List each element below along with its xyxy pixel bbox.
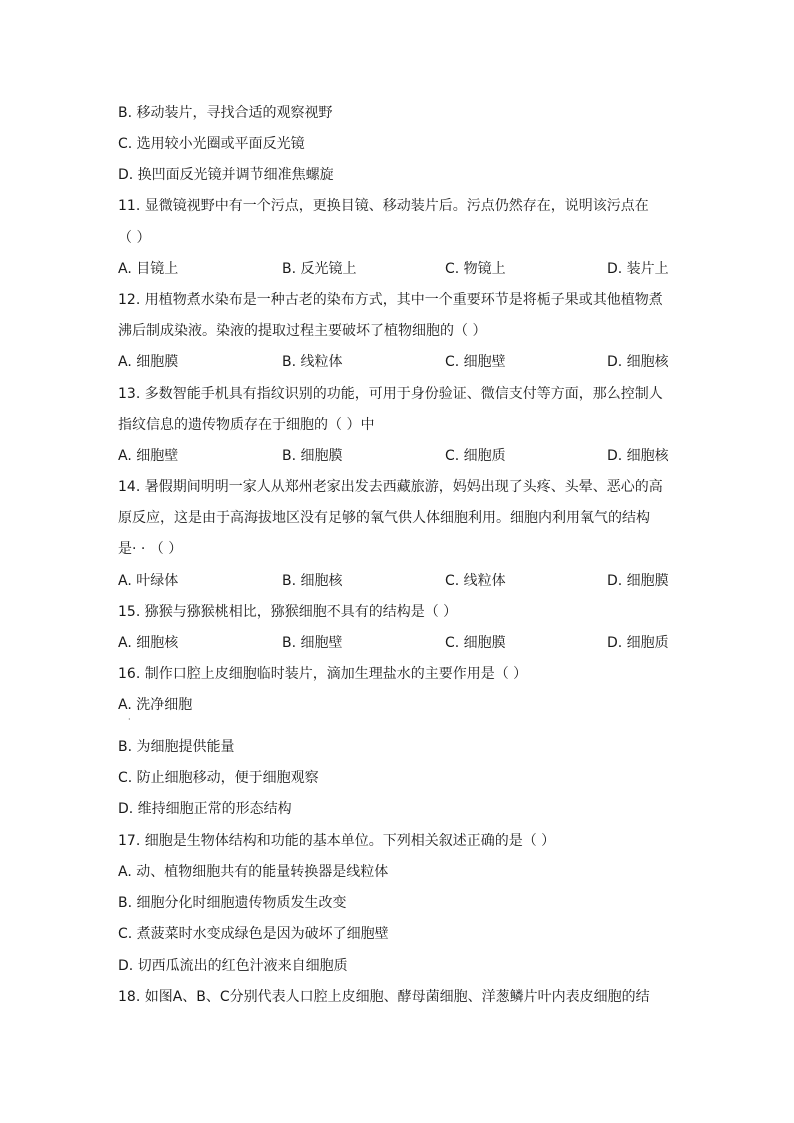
question-17-stem: 17. 细胞是生物体结构和功能的基本单位。下列相关叙述正确的是（ ） bbox=[118, 833, 556, 849]
question-16-option-d: D. 维持细胞正常的形态结构 bbox=[118, 801, 292, 817]
option-b: B. 线粒体 bbox=[282, 354, 343, 370]
question-14-stem: 14. 暑假期间明明一家人从郑州老家出发去西藏旅游，妈妈出现了头疼、头晕、恶心的高 bbox=[118, 479, 663, 495]
question-11-options bbox=[0, 259, 794, 279]
question-15-options bbox=[0, 633, 794, 653]
question-13-stem-cont: 指纹信息的遗传物质存在于细胞的（ ）中 bbox=[118, 417, 375, 433]
option-a: A. 细胞壁 bbox=[118, 448, 179, 464]
question-14-stem-end: 是· · （ ） bbox=[118, 541, 183, 557]
question-14-stem-cont: 原反应，这是由于高海拔地区没有足够的氧气供人体细胞利用。细胞内利用氧气的结构 bbox=[118, 510, 650, 526]
question-12-stem-cont: 沸后制成染液。染液的提取过程主要破坏了植物细胞的（ ） bbox=[118, 323, 487, 339]
question-17-option-b: B. 细胞分化时细胞遗传物质发生改变 bbox=[118, 895, 347, 911]
option-a: A. 细胞膜 bbox=[118, 354, 179, 370]
option-c: C. 细胞壁 bbox=[445, 354, 506, 370]
option-a: A. 细胞核 bbox=[118, 635, 179, 651]
option-c: C. 物镜上 bbox=[445, 261, 506, 277]
option-d: D. 细胞核 bbox=[607, 354, 669, 370]
option-d: D. 细胞质 bbox=[607, 635, 669, 651]
question-11-blank: （ ） bbox=[118, 230, 151, 246]
question-16-option-a: A. 洗净细胞 bbox=[118, 697, 193, 713]
option-b-move-slide: B. 移动装片，寻找合适的观察视野 bbox=[118, 105, 333, 121]
option-a: A. 目镜上 bbox=[118, 261, 179, 277]
option-d: D. 细胞膜 bbox=[607, 573, 669, 589]
option-d: D. 装片上 bbox=[607, 261, 669, 277]
option-b: B. 细胞壁 bbox=[282, 635, 343, 651]
question-17-option-d: D. 切西瓜流出的红色汁液来自细胞质 bbox=[118, 958, 348, 974]
option-b: B. 细胞核 bbox=[282, 573, 343, 589]
question-11-stem: 11. 显微镜视野中有一个污点，更换目镜、移动装片后。污点仍然存在，说明该污点在 bbox=[118, 198, 649, 214]
question-14-options bbox=[0, 571, 794, 591]
option-b: B. 细胞膜 bbox=[282, 448, 343, 464]
question-16-option-c: C. 防止细胞移动，便于细胞观察 bbox=[118, 770, 319, 786]
option-c: C. 线粒体 bbox=[445, 573, 506, 589]
question-17-option-a: A. 动、植物细胞共有的能量转换器是线粒体 bbox=[118, 864, 389, 880]
question-13-options bbox=[0, 446, 794, 466]
option-b: B. 反光镜上 bbox=[282, 261, 357, 277]
option-d-concave-mirror: D. 换凹面反光镜并调节细准焦螺旋 bbox=[118, 167, 334, 183]
option-a: A. 叶绿体 bbox=[118, 573, 179, 589]
question-13-stem: 13. 多数智能手机具有指纹识别的功能，可用于身份验证、微信支付等方面，那么控制人 bbox=[118, 386, 663, 402]
question-12-options bbox=[0, 352, 794, 372]
option-c-small-aperture: C. 选用较小光圈或平面反光镜 bbox=[118, 136, 305, 152]
option-c: C. 细胞质 bbox=[445, 448, 506, 464]
question-18-stem: 18. 如图A、B、C分别代表人口腔上皮细胞、酵母菌细胞、洋葱鳞片叶内表皮细胞的结 bbox=[118, 989, 650, 1005]
question-15-stem: 15. 猕猴与猕猴桃相比，猕猴细胞不具有的结构是（ ） bbox=[118, 604, 458, 620]
stray-dot-mark: · bbox=[128, 715, 131, 724]
question-17-option-c: C. 煮菠菜时水变成绿色是因为破坏了细胞壁 bbox=[118, 926, 389, 942]
question-16-stem: 16. 制作口腔上皮细胞临时装片，滴加生理盐水的主要作用是（ ） bbox=[118, 666, 528, 682]
option-d: D. 细胞核 bbox=[607, 448, 669, 464]
question-16-option-b: B. 为细胞提供能量 bbox=[118, 739, 235, 755]
option-c: C. 细胞膜 bbox=[445, 635, 506, 651]
question-12-stem: 12. 用植物煮水染布是一种古老的染布方式，其中一个重要环节是将栀子果或其他植物煮 bbox=[118, 292, 663, 308]
